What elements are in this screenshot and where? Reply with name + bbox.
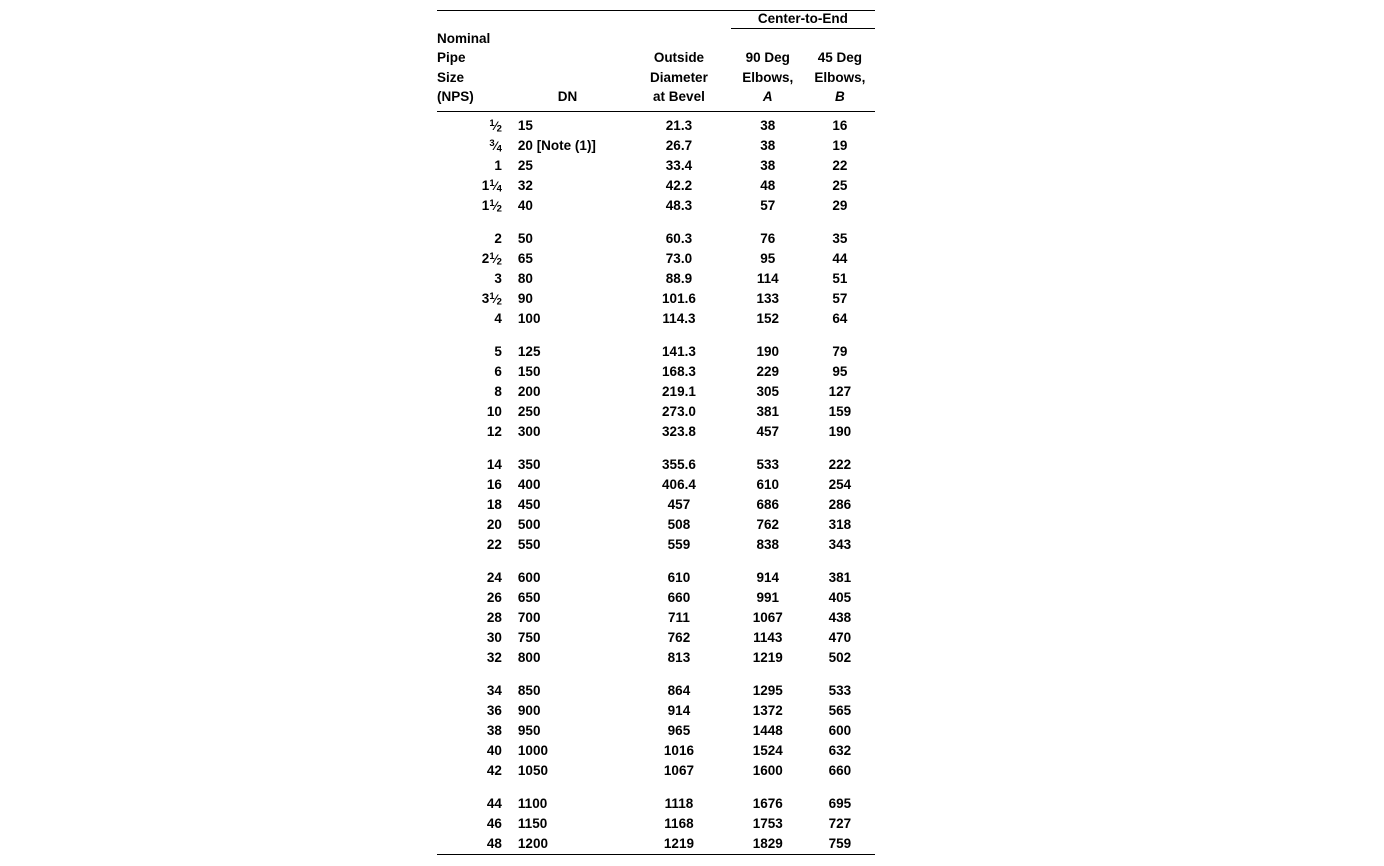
spacer-cell: [805, 668, 875, 681]
header-b-line-2: Elbows,: [814, 69, 866, 85]
table-row: [437, 794, 875, 814]
cell-outside-diameter: 660: [667, 589, 691, 605]
table-row: [437, 362, 875, 382]
table-row: [437, 342, 875, 362]
cell-dn: 600: [517, 569, 541, 585]
table-row: [437, 568, 875, 588]
cell-nps: 3: [494, 270, 502, 286]
cell-90-deg-elbow-a: 381: [756, 403, 780, 419]
header-group-blank-nps: [437, 11, 508, 29]
cell-outside-diameter: 88.9: [665, 270, 693, 286]
cell-dn: 650: [517, 589, 541, 605]
cell-nps: 10: [486, 403, 502, 419]
table-row: [437, 721, 875, 741]
table-row: [437, 648, 875, 668]
table-row: [437, 628, 875, 648]
cell-outside-diameter: 21.3: [665, 117, 693, 133]
table-row: [437, 289, 875, 309]
cell-45-deg-elbow-b: 565: [828, 702, 852, 718]
header-outside-diameter: [627, 29, 731, 112]
cell-45-deg-elbow-b: 159: [828, 403, 852, 419]
cell-dn: 550: [517, 536, 541, 552]
spacer-cell: [508, 329, 627, 342]
cell-90-deg-elbow-a: 133: [756, 290, 780, 306]
spacer-cell: [627, 329, 731, 342]
cell-nps: 8: [494, 383, 502, 399]
cell-45-deg-elbow-b: 190: [828, 423, 852, 439]
cell-outside-diameter: 355.6: [662, 456, 696, 472]
header-group-row: [437, 11, 875, 29]
cell-nps: 28: [486, 609, 502, 625]
cell-dn: 300: [517, 423, 541, 439]
spacer-cell: [731, 442, 805, 455]
cell-nps: 22: [486, 536, 502, 552]
cell-90-deg-elbow-a: 114: [756, 270, 779, 286]
spacer-cell: [805, 555, 875, 568]
cell-outside-diameter: 114.3: [662, 310, 696, 326]
cell-dn: 40: [517, 197, 533, 213]
cell-outside-diameter: 711: [668, 609, 690, 625]
cell-nps: 36: [486, 702, 502, 718]
footer-rule-row: [437, 854, 875, 859]
header-a-line-1: 90 Deg: [745, 50, 790, 66]
cell-45-deg-elbow-b: 44: [832, 250, 848, 266]
cell-45-deg-elbow-b: 254: [828, 476, 852, 492]
spacer-cell: [805, 329, 875, 342]
cell-45-deg-elbow-b: 318: [828, 516, 852, 532]
cell-nps: 16: [486, 476, 502, 492]
cell-outside-diameter: 457: [667, 496, 691, 512]
table-row: [437, 455, 875, 475]
cell-nps: 24: [486, 569, 502, 585]
cell-nps: 46: [486, 815, 502, 831]
cell-90-deg-elbow-a: 1829: [752, 835, 783, 851]
cell-90-deg-elbow-a: 686: [756, 496, 780, 512]
cell-90-deg-elbow-a: 1600: [752, 762, 783, 778]
header-group-blank-dn: [508, 11, 627, 29]
cell-nps: $2^1⁄_2$: [481, 250, 502, 268]
cell-nps: 34: [486, 682, 502, 698]
cell-45-deg-elbow-b: 22: [832, 157, 848, 173]
footer-rule-cell-od: [627, 854, 731, 859]
cell-90-deg-elbow-a: 762: [756, 516, 780, 532]
spacer-cell: [437, 442, 508, 455]
cell-nps: 2: [494, 230, 502, 246]
cell-45-deg-elbow-b: 695: [828, 795, 852, 811]
spacer-cell: [508, 555, 627, 568]
cell-90-deg-elbow-a: 95: [760, 250, 776, 266]
cell-45-deg-elbow-b: 438: [828, 609, 852, 625]
table-row: [437, 269, 875, 289]
cell-nps: $1^1⁄_4$: [481, 177, 502, 195]
spacer-cell: [627, 555, 731, 568]
header-nps-line-1: Nominal: [437, 30, 491, 46]
cell-45-deg-elbow-b: 127: [828, 383, 852, 399]
cell-dn: 350: [517, 456, 541, 472]
cell-nps: 42: [486, 762, 502, 778]
cell-outside-diameter: 48.3: [665, 197, 693, 213]
table-row: [437, 382, 875, 402]
cell-nps: 44: [486, 795, 502, 811]
cell-outside-diameter: 60.3: [665, 230, 693, 246]
cell-90-deg-elbow-a: 38: [760, 117, 776, 133]
cell-90-deg-elbow-a: 190: [756, 343, 780, 359]
header-45-deg-elbows: [805, 29, 875, 112]
row-group-spacer: [437, 216, 875, 229]
table-row: [437, 116, 875, 136]
cell-90-deg-elbow-a: 38: [760, 137, 776, 153]
spacer-cell: [805, 781, 875, 794]
footer-rule-cell-a: [731, 854, 805, 859]
header-od-line-2: Diameter: [650, 69, 708, 85]
table-row: [437, 701, 875, 721]
cell-45-deg-elbow-b: 502: [828, 649, 852, 665]
cell-45-deg-elbow-b: 25: [832, 177, 848, 193]
cell-45-deg-elbow-b: 343: [828, 536, 852, 552]
cell-outside-diameter: 323.8: [662, 423, 696, 439]
table-row: [437, 422, 875, 442]
header-nps: [437, 29, 508, 112]
cell-nps: 48: [486, 835, 502, 851]
cell-90-deg-elbow-a: 610: [756, 476, 780, 492]
cell-90-deg-elbow-a: 914: [756, 569, 780, 585]
cell-45-deg-elbow-b: 600: [828, 722, 852, 738]
cell-nps: 18: [486, 496, 502, 512]
row-group-spacer: [437, 555, 875, 568]
cell-90-deg-elbow-a: 1295: [752, 682, 783, 698]
cell-dn: 1100: [517, 795, 548, 811]
header-90-deg-elbows: [731, 29, 805, 112]
cell-dn: 32: [517, 177, 533, 193]
cell-dn: 400: [517, 476, 541, 492]
cell-90-deg-elbow-a: 57: [760, 197, 776, 213]
cell-dn: 90: [517, 290, 533, 306]
cell-dn: 80: [517, 270, 533, 286]
footer-rule-cell-dn: [508, 854, 627, 859]
cell-nps: $3^1⁄_2$: [481, 290, 502, 308]
table-row: [437, 608, 875, 628]
cell-45-deg-elbow-b: 470: [828, 629, 852, 645]
spacer-cell: [731, 781, 805, 794]
cell-outside-diameter: 33.4: [665, 157, 693, 173]
pipe-fitting-dimensions-table: [437, 10, 875, 859]
cell-nps: $^1⁄_2$: [489, 117, 502, 135]
cell-outside-diameter: 42.2: [665, 177, 693, 193]
cell-dn: 1000: [517, 742, 548, 758]
cell-outside-diameter: 26.7: [665, 137, 693, 153]
cell-dn: 750: [517, 629, 541, 645]
spacer-cell: [508, 668, 627, 681]
cell-outside-diameter: 73.0: [665, 250, 693, 266]
spacer-cell: [731, 555, 805, 568]
cell-45-deg-elbow-b: 29: [832, 197, 848, 213]
table-row: [437, 515, 875, 535]
cell-nps: 32: [486, 649, 502, 665]
cell-dn: 20 [Note (1)]: [517, 137, 596, 153]
dimensions-table-container: [437, 10, 875, 859]
table-row: [437, 761, 875, 781]
spacer-cell: [731, 329, 805, 342]
cell-dn: 1150: [517, 815, 548, 831]
table-footer: [437, 854, 875, 859]
spacer-cell: [508, 216, 627, 229]
cell-45-deg-elbow-b: 632: [828, 742, 852, 758]
table-row: [437, 309, 875, 329]
row-group-spacer: [437, 329, 875, 342]
cell-outside-diameter: 1168: [664, 815, 694, 831]
spacer-cell: [805, 216, 875, 229]
spacer-cell: [437, 781, 508, 794]
cell-45-deg-elbow-b: 727: [828, 815, 852, 831]
header-dn: [508, 29, 627, 112]
cell-90-deg-elbow-a: 533: [756, 456, 780, 472]
cell-nps: 20: [486, 516, 502, 532]
cell-nps: 14: [486, 456, 502, 472]
cell-90-deg-elbow-a: 457: [756, 423, 780, 439]
cell-90-deg-elbow-a: 38: [760, 157, 776, 173]
cell-45-deg-elbow-b: 95: [832, 363, 848, 379]
cell-45-deg-elbow-b: 660: [828, 762, 852, 778]
cell-90-deg-elbow-a: 1448: [752, 722, 783, 738]
footer-rule-cell-nps: [437, 854, 508, 859]
cell-dn: 1200: [517, 835, 548, 851]
cell-90-deg-elbow-a: 229: [756, 363, 780, 379]
cell-45-deg-elbow-b: 19: [832, 137, 848, 153]
cell-45-deg-elbow-b: 381: [828, 569, 852, 585]
cell-nps: 38: [486, 722, 502, 738]
cell-45-deg-elbow-b: 16: [832, 117, 848, 133]
spacer-cell: [627, 442, 731, 455]
cell-nps: 12: [486, 423, 502, 439]
table-row: [437, 814, 875, 834]
cell-nps: 40: [486, 742, 502, 758]
cell-90-deg-elbow-a: 305: [756, 383, 780, 399]
cell-45-deg-elbow-b: 286: [828, 496, 852, 512]
spacer-cell: [627, 781, 731, 794]
cell-90-deg-elbow-a: 1524: [752, 742, 783, 758]
cell-nps: 26: [486, 589, 502, 605]
cell-outside-diameter: 965: [667, 722, 691, 738]
cell-outside-diameter: 1067: [663, 762, 694, 778]
table-row: [437, 249, 875, 269]
cell-dn: 500: [517, 516, 541, 532]
cell-dn: 150: [517, 363, 541, 379]
table-row: [437, 156, 875, 176]
cell-dn: 850: [517, 682, 541, 698]
spacer-cell: [627, 216, 731, 229]
cell-dn: 200: [517, 383, 541, 399]
cell-45-deg-elbow-b: 79: [832, 343, 848, 359]
cell-dn: 900: [517, 702, 541, 718]
table-row: [437, 475, 875, 495]
spacer-cell: [437, 216, 508, 229]
spacer-cell: [437, 329, 508, 342]
table-row: [437, 402, 875, 422]
cell-dn: 65: [517, 250, 533, 266]
cell-90-deg-elbow-a: 1143: [753, 629, 783, 645]
cell-45-deg-elbow-b: 759: [828, 835, 852, 851]
cell-dn: 25: [517, 157, 533, 173]
spacer-cell: [731, 668, 805, 681]
spacer-cell: [805, 442, 875, 455]
header-b-line-1: 45 Deg: [817, 50, 862, 66]
cell-outside-diameter: 101.6: [662, 290, 696, 306]
header-a-symbol: A: [762, 89, 773, 105]
row-group-spacer: [437, 781, 875, 794]
cell-dn: 1050: [517, 762, 548, 778]
header-nps-line-2: Pipe: [437, 50, 466, 66]
header-b-symbol: B: [834, 89, 845, 105]
spacer-cell: [627, 668, 731, 681]
header-dn-line-1: DN: [557, 89, 578, 105]
table-row: [437, 681, 875, 701]
cell-outside-diameter: 508: [667, 516, 691, 532]
table-row: [437, 834, 875, 855]
header-nps-line-3: Size: [437, 69, 465, 85]
cell-90-deg-elbow-a: 48: [760, 177, 776, 193]
cell-45-deg-elbow-b: 405: [828, 589, 852, 605]
cell-nps: $^3⁄_4$: [489, 137, 502, 155]
cell-dn: 250: [517, 403, 541, 419]
cell-90-deg-elbow-a: 1676: [752, 795, 783, 811]
header-group-blank-od: [627, 11, 731, 29]
header-od-line-3: at Bevel: [653, 89, 705, 105]
row-group-spacer: [437, 668, 875, 681]
cell-outside-diameter: 813: [667, 649, 691, 665]
cell-45-deg-elbow-b: 222: [828, 456, 852, 472]
cell-nps: 30: [486, 629, 502, 645]
cell-outside-diameter: 864: [667, 682, 691, 698]
cell-outside-diameter: 1016: [663, 742, 694, 758]
cell-outside-diameter: 914: [667, 702, 691, 718]
spacer-cell: [731, 216, 805, 229]
cell-nps: 6: [494, 363, 502, 379]
cell-90-deg-elbow-a: 838: [756, 536, 780, 552]
table-row: [437, 136, 875, 156]
cell-90-deg-elbow-a: 991: [756, 589, 780, 605]
header-od-line-1: Outside: [653, 50, 705, 66]
spacer-cell: [508, 442, 627, 455]
table-header: [437, 11, 875, 116]
spacer-cell: [508, 781, 627, 794]
cell-outside-diameter: 559: [667, 536, 691, 552]
cell-dn: 50: [517, 230, 533, 246]
cell-outside-diameter: 219.1: [662, 383, 696, 399]
cell-dn: 700: [517, 609, 541, 625]
cell-45-deg-elbow-b: 51: [832, 270, 848, 286]
cell-45-deg-elbow-b: 57: [832, 290, 848, 306]
cell-45-deg-elbow-b: 35: [832, 230, 848, 246]
cell-45-deg-elbow-b: 533: [828, 682, 852, 698]
row-group-spacer: [437, 442, 875, 455]
cell-nps: 1: [494, 157, 502, 173]
cell-outside-diameter: 273.0: [662, 403, 696, 419]
cell-outside-diameter: 1219: [663, 835, 694, 851]
header-labels-row: [437, 29, 875, 112]
cell-45-deg-elbow-b: 64: [832, 310, 848, 326]
table-row: [437, 196, 875, 216]
cell-dn: 15: [517, 117, 533, 133]
cell-90-deg-elbow-a: 1067: [752, 609, 783, 625]
cell-outside-diameter: 141.3: [662, 343, 696, 359]
cell-dn: 450: [517, 496, 541, 512]
cell-90-deg-elbow-a: 1372: [752, 702, 783, 718]
cell-nps: 5: [494, 343, 502, 359]
cell-90-deg-elbow-a: 152: [756, 310, 780, 326]
cell-90-deg-elbow-a: 76: [760, 230, 776, 246]
cell-outside-diameter: 610: [667, 569, 691, 585]
table-row: [437, 176, 875, 196]
cell-outside-diameter: 1118: [664, 795, 694, 811]
header-nps-line-4: (NPS): [437, 89, 474, 105]
header-a-line-2: Elbows,: [742, 69, 794, 85]
table-body: [437, 116, 875, 855]
header-center-to-end: Center-to-End: [731, 11, 875, 29]
table-row: [437, 588, 875, 608]
spacer-cell: [437, 555, 508, 568]
cell-dn: 125: [517, 343, 541, 359]
cell-dn: 800: [517, 649, 541, 665]
cell-outside-diameter: 406.4: [662, 476, 696, 492]
table-row: [437, 229, 875, 249]
cell-outside-diameter: 762: [667, 629, 691, 645]
cell-dn: 100: [517, 310, 541, 326]
table-row: [437, 741, 875, 761]
cell-outside-diameter: 168.3: [662, 363, 696, 379]
table-row: [437, 495, 875, 515]
cell-dn: 950: [517, 722, 541, 738]
cell-90-deg-elbow-a: 1219: [752, 649, 783, 665]
table-row: [437, 535, 875, 555]
spacer-cell: [437, 668, 508, 681]
cell-nps: 4: [494, 310, 502, 326]
footer-rule-cell-b: [805, 854, 875, 859]
cell-nps: $1^1⁄_2$: [481, 197, 502, 215]
cell-90-deg-elbow-a: 1753: [752, 815, 783, 831]
